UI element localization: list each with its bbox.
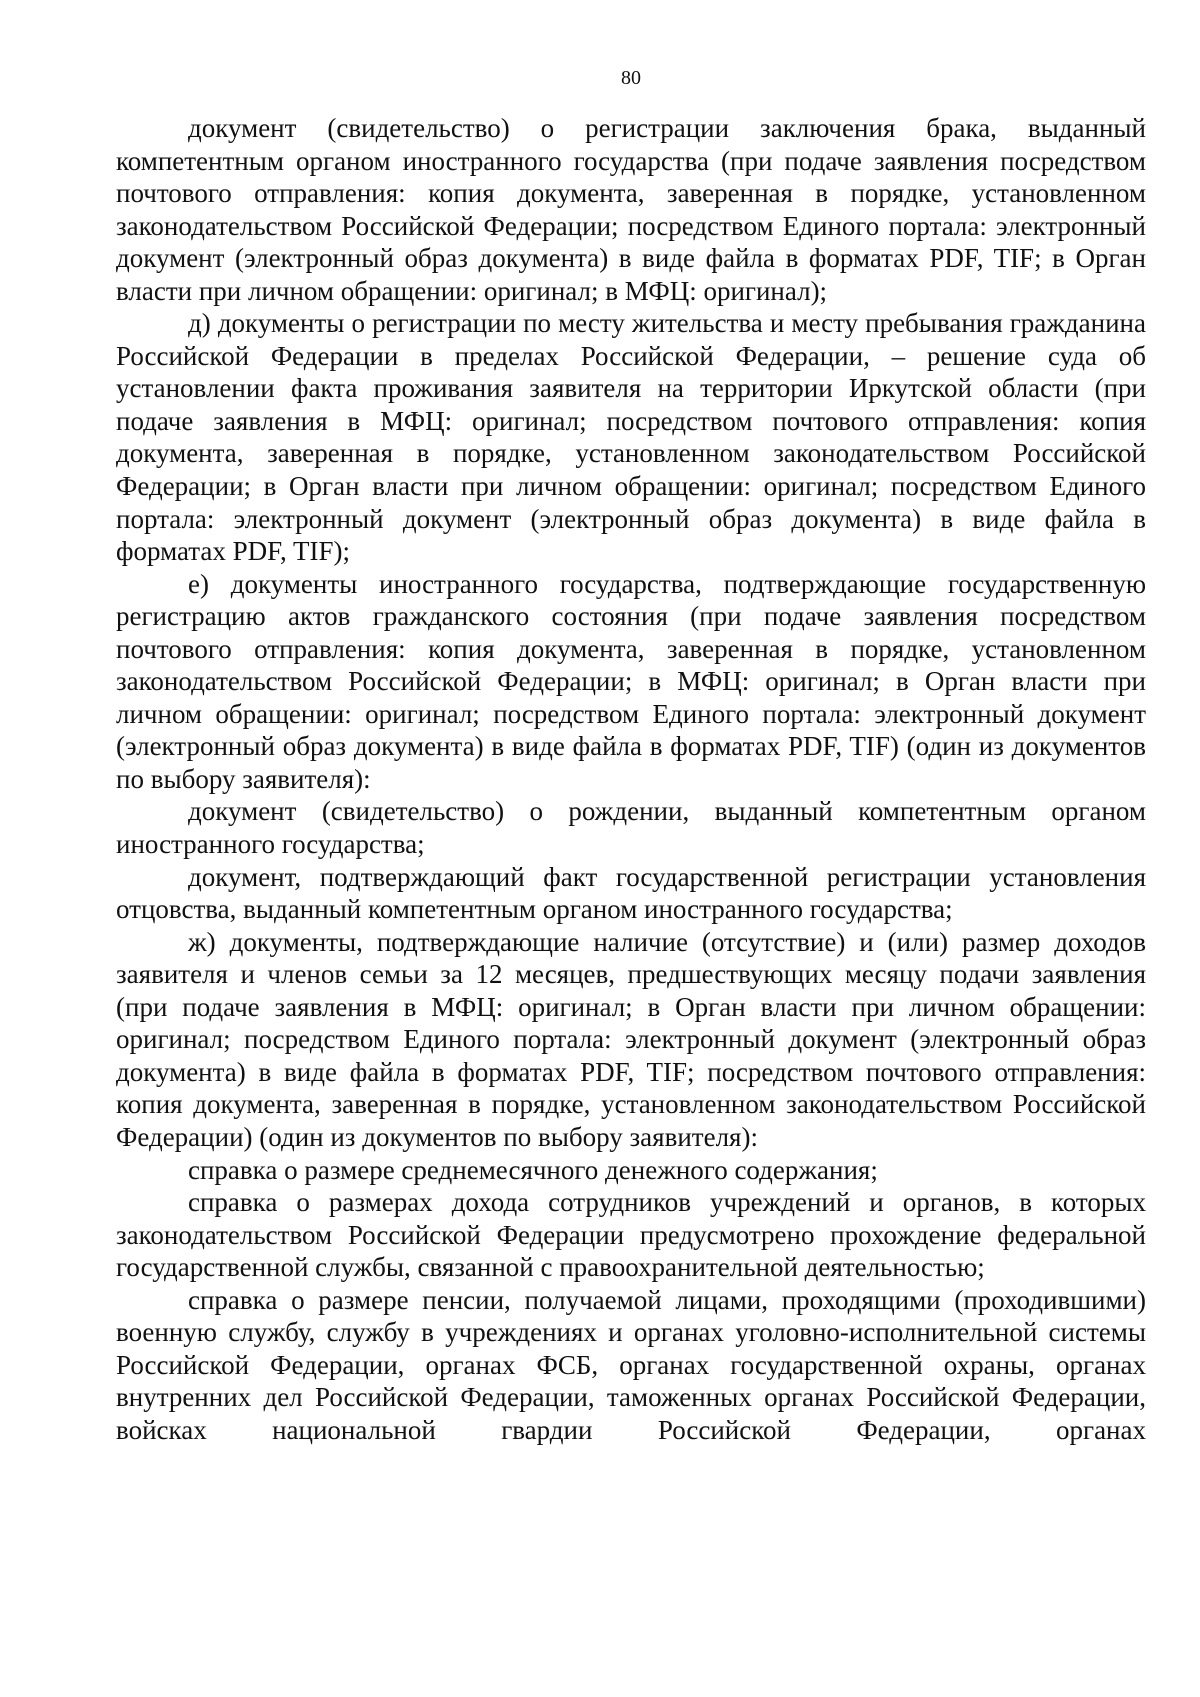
page-number: 80 [621, 67, 641, 89]
paragraph-d-registration-documents: д) документы о регистрации по месту жительства и месту пребывания гражданина Российской Федерации в пределах Российской Федерации, – решение суда об установлении факта проживания заявителя на территории Иркутской области (при подаче заявления в МФЦ: оригинал; посредством почтового отправления: копия документа, заверенная в порядке, установленном законодательством Российской Федерации; в Орган власти при личном обращении: оригинал; посредством Единого портала: электронный документ (электронный образ документа) в виде файла в форматах PDF, TIF); [116, 308, 1146, 567]
paragraph-birth-certificate: документ (свидетельство) о рождении, выданный компетентным органом иностранного государства; [116, 796, 1146, 860]
paragraph-zh-income-documents: ж) документы, подтверждающие наличие (отсутствие) и (или) размер доходов заявителя и членов семьи за 12 месяцев, предшествующих месяцу подачи заявления (при подаче заявления в МФЦ: оригинал; в Орган власти при личном обращении: оригинал; посредством Единого портала: электронный документ (электронный образ документа) в виде файла в форматах PDF, TIF; посредством почтового отправления: копия документа, заверенная в порядке, установленном законодательством Российской Федерации) (один из документов по выбору заявителя): [116, 926, 1146, 1152]
paragraph-pension-certificate: справка о размере пенсии, получаемой лицами, проходящими (проходившими) военную службу, службу в учреждениях и органах уголовно-исполнительной системы Российской Федерации, органах ФСБ, органах государственной охраны, органах внутренних дел Российской Федерации, таможенных органах Российской Федерации, войсках национальной гвардии Российской Федерации, органах [116, 1284, 1146, 1445]
paragraph-e-foreign-state-documents: е) документы иностранного государства, подтверждающие государственную регистрацию актов гражданского состояния (при подаче заявления посредством почтового отправления: копия документа, заверенная в порядке, установленном законодательством Российской Федерации; в МФЦ: оригинал; в Орган власти при личном обращении: оригинал; посредством Единого портала: электронный документ (электронный образ документа) в виде файла в форматах PDF, TIF) (один из документов по выбору заявителя): [116, 568, 1146, 794]
paragraph-marriage-certificate: документ (свидетельство) о регистрации заключения брака, выданный компетентным органом иностранного государства (при подаче заявления посредством почтового отправления: копия документа, заверенная в порядке, установленном законодательством Российской Федерации; посредством Единого портала: электронный документ (электронный образ документа) в виде файла в форматах PDF, TIF; в Орган власти при личном обращении: оригинал; в МФЦ: оригинал); [116, 113, 1146, 306]
paragraph-paternity-document: документ, подтверждающий факт государственной регистрации установления отцовства, выданный компетентным органом иностранного государства; [116, 861, 1146, 925]
paragraph-law-enforcement-income-certificate: справка о размерах дохода сотрудников учреждений и органов, в которых законодательством Российской Федерации предусмотрено прохождение федеральной государственной службы, связанной с правоохранительной деятельностью; [116, 1187, 1146, 1283]
paragraph-average-salary-certificate: справка о размере среднемесячного денежного содержания; [188, 1154, 878, 1185]
document-body [116, 112, 1146, 1446]
